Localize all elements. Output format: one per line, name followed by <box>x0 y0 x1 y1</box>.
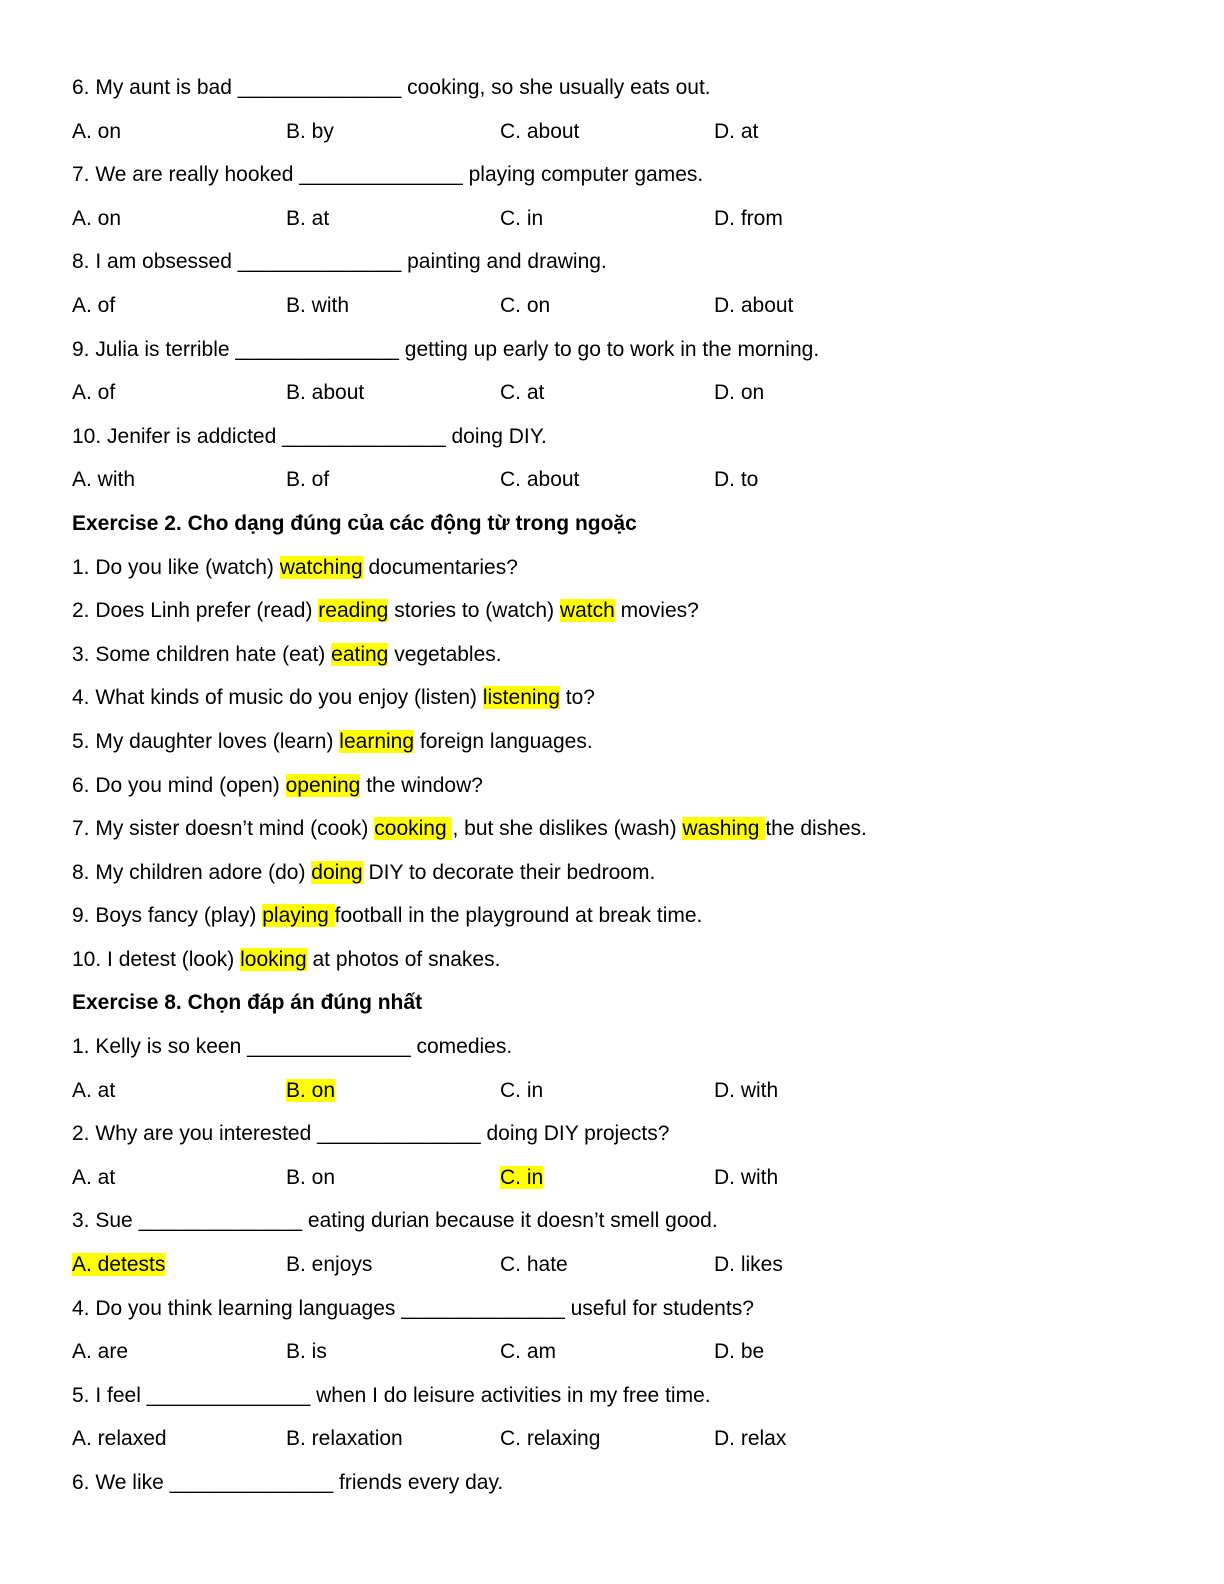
highlighted-answer: reading <box>318 599 389 623</box>
option-a: A. are <box>72 1340 129 1364</box>
exercise-2-item: 7. My sister doesn’t mind (cook) cooking , but she dislikes (wash) washing the dishes. <box>72 817 867 841</box>
option-c: C. at <box>500 381 545 405</box>
exercise-2-heading: Exercise 2. Cho dạng đúng của các động từ trong ngoặc <box>72 511 637 535</box>
option-d: D. about <box>714 293 794 317</box>
option-b: B. of <box>286 468 330 492</box>
exercise-2-item: 6. Do you mind (open) opening the window? <box>72 773 483 797</box>
option-c: C. about <box>500 119 580 143</box>
highlighted-answer: opening <box>285 773 361 797</box>
option-b: B. enjoys <box>286 1253 373 1277</box>
highlighted-answer: doing <box>311 860 363 884</box>
option-d: D. to <box>714 468 759 492</box>
highlighted-answer: watch <box>559 599 615 623</box>
highlighted-answer: eating <box>331 642 389 666</box>
option-c: C. about <box>500 468 580 492</box>
highlighted-answer: looking <box>240 947 307 971</box>
option-d: D. relax <box>714 1427 787 1451</box>
exercise-2-item: 2. Does Linh prefer (read) reading stories to (watch) watch movies? <box>72 599 699 623</box>
highlighted-answer: learning <box>339 729 415 753</box>
question-line: 10. Jenifer is addicted ______________ doing DIY. <box>72 424 547 448</box>
exercise-2-item: 8. My children adore (do) doing DIY to decorate their bedroom. <box>72 860 656 884</box>
highlighted-answer: listening <box>482 686 560 710</box>
answer-options <box>72 197 1152 241</box>
exercise-2-item: 5. My daughter loves (learn) learning foreign languages. <box>72 729 593 753</box>
worksheet-page <box>72 66 1152 1505</box>
exercise-2-item: 3. Some children hate (eat) eating vegetables. <box>72 642 502 666</box>
option-a: A. relaxed <box>72 1427 167 1451</box>
question-line: 4. Do you think learning languages ______________ useful for students? <box>72 1296 754 1320</box>
option-d: D. from <box>714 206 783 230</box>
option-b: B. at <box>286 206 330 230</box>
option-d: D. be <box>714 1340 765 1364</box>
exercise-2-item: 9. Boys fancy (play) playing football in the playground at break time. <box>72 904 703 928</box>
question-line: 2. Why are you interested ______________ doing DIY projects? <box>72 1122 670 1146</box>
option-b <box>286 1069 500 1113</box>
question-line: 6. We like ______________ friends every day. <box>72 1471 504 1494</box>
option-c: C. in <box>500 1078 544 1102</box>
option-a: A. on <box>72 119 122 143</box>
highlighted-answer: cooking <box>374 817 453 841</box>
option-a: A. at <box>72 1078 116 1102</box>
option-a: A. of <box>72 293 116 317</box>
option-b: B. about <box>286 381 365 405</box>
question-line: 7. We are really hooked ______________ playing computer games. <box>72 163 704 187</box>
question-line: 1. Kelly is so keen ______________ comedies. <box>72 1035 513 1059</box>
option-c: C. relaxing <box>500 1427 601 1451</box>
option-b: B. relaxation <box>286 1427 403 1451</box>
answer-options <box>72 371 1152 415</box>
option-b: B. by <box>286 119 334 143</box>
option-b: B. on <box>286 1165 336 1189</box>
option-d: D. likes <box>714 1253 783 1277</box>
option-c: C. in <box>500 206 544 230</box>
question-line: 9. Julia is terrible ______________ getting up early to go to work in the morning. <box>72 337 820 361</box>
answer-options <box>72 110 1152 154</box>
option-c: C. am <box>500 1340 557 1364</box>
answer-options <box>72 1330 1152 1374</box>
highlighted-answer: A. detests <box>72 1253 166 1277</box>
exercise-2-item: 4. What kinds of music do you enjoy (listen) listening to? <box>72 686 595 710</box>
option-a: A. with <box>72 468 136 492</box>
option-a: A. of <box>72 381 116 405</box>
answer-options <box>72 284 1152 328</box>
option-d: D. with <box>714 1165 779 1189</box>
option-a: A. at <box>72 1165 116 1189</box>
option-d: D. on <box>714 381 765 405</box>
option-c: C. hate <box>500 1253 568 1277</box>
exercise-8-heading: Exercise 8. Chọn đáp án đúng nhất <box>72 991 423 1015</box>
highlighted-answer: washing <box>682 817 766 841</box>
highlighted-answer: B. on <box>286 1078 336 1102</box>
question-line: 5. I feel ______________ when I do leisure activities in my free time. <box>72 1383 711 1407</box>
highlighted-answer: playing <box>262 904 335 928</box>
option-c: C. on <box>500 293 551 317</box>
option-a: A. on <box>72 206 122 230</box>
question-line: 3. Sue ______________ eating durian because it doesn’t smell good. <box>72 1209 718 1233</box>
option-b: B. with <box>286 293 350 317</box>
question-line: 6. My aunt is bad ______________ cooking, so she usually eats out. <box>72 76 711 99</box>
question-line: 8. I am obsessed ______________ painting and drawing. <box>72 250 607 274</box>
option-b: B. is <box>286 1340 327 1364</box>
answer-options <box>72 1417 1152 1461</box>
answer-options <box>72 458 1152 502</box>
option-d: D. with <box>714 1078 779 1102</box>
option-a <box>72 1243 286 1287</box>
answer-options <box>72 1243 1152 1287</box>
answer-options <box>72 1156 1152 1200</box>
exercise-2-item: 1. Do you like (watch) watching documentaries? <box>72 555 518 579</box>
option-d: D. at <box>714 119 759 143</box>
option-c <box>500 1156 714 1200</box>
answer-options <box>72 1069 1152 1113</box>
exercise-2-item: 10. I detest (look) looking at photos of snakes. <box>72 947 501 971</box>
highlighted-answer: C. in <box>500 1165 544 1189</box>
highlighted-answer: watching <box>279 555 363 579</box>
